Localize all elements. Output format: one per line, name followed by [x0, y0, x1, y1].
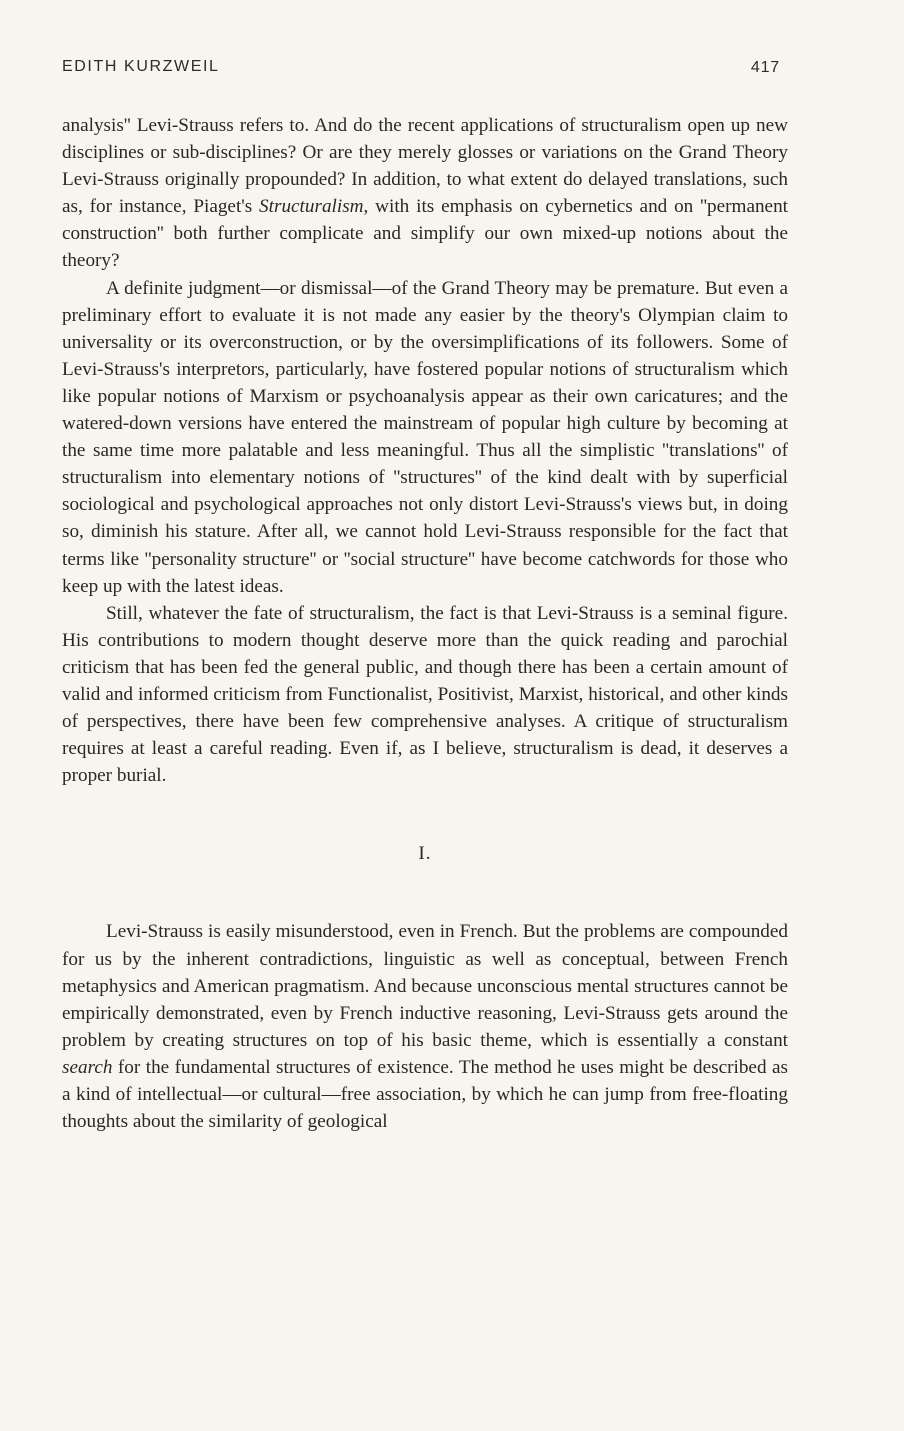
running-head-author: EDITH KURZWEIL — [62, 58, 220, 75]
paragraph: Still, whatever the fate of structuralism, the fact is that Levi-Strauss is a seminal figure. His contributions to modern thought deserve more than the quick reading and parochial criticism that has been fed the general public, and though there has been a certain amount of valid and informed criticism from Functionalist, Positivist, Marxist, historical, and other kinds of perspectives, there have been few comprehensive analyses. A critique of structuralism requires at least a careful reading. Even if, as I believe, structuralism is dead, it deserves a proper burial. — [62, 602, 788, 787]
paragraph-text: for the fundamental structures of existence. The method he uses might be described as a kind of intellectual—or cultural—free association, by which he can jump from free-floating thoughts about the similarity of geological — [62, 1056, 788, 1133]
paragraph-text: Levi-Strauss is easily misunderstood, even in French. But the problems are compounded for us by the inherent contradictions, linguistic as well as conceptual, between French metaphysics and American pragmatism. And because unconscious mental structures cannot be empirically demonstrated, even by French inductive reasoning, Levi-Strauss gets around the problem by creating structures on top of his basic theme, which is essentially a constant — [62, 921, 788, 1051]
body-text — [62, 112, 788, 1135]
running-head — [62, 58, 784, 82]
paragraph-text: analysis'' Levi-Strauss refers to. And do the recent applications of structuralism open up new disciplines or sub-disciplines? Or are they merely glosses or variations on the Grand Theory Levi-Strauss originally propounded? In addition, to what extent do delayed translations, such as, for instance, Piaget's — [62, 115, 788, 218]
paragraph-text: , with its emphasis on cybernetics and on ''permanent construction'' both further complicate and simplify our own mixed-up notions about the theory? — [62, 196, 788, 272]
paragraph: A definite judgment—or dismissal—of the Grand Theory may be premature. But even a preliminary effort to evaluate it is not made any easier by the theory's Olympian claim to universality or its overconstruction, or by the oversimplifications of its followers. Some of Levi-Strauss's interpretors, particularly, have fostered popular notions of structuralism which like popular notions of Marxism or psychoanalysis appear as their own caricatures; and the watered-down versions have entered the mainstream of popular high culture by becoming at the same time more palatable and less meaningful. Thus all the simplistic ''translations'' of structuralism into elementary notions of ''structures'' of the kind dealt with by superficial sociological and psychological approaches not only distort Levi-Strauss's views but, in doing so, diminish his stature. After all, we cannot hold Levi-Strauss responsible for the fact that terms like ''personality structure'' or ''social structure'' have become catchwords for those who keep up with the latest ideas. — [62, 277, 788, 597]
section-paragraph — [62, 918, 788, 1135]
book-title-italic: Structuralism — [259, 196, 364, 218]
page-number: 417 — [750, 59, 780, 76]
paragraph-continued — [62, 112, 788, 275]
italic-word: search — [62, 1056, 113, 1078]
section-heading: I. — [418, 843, 432, 865]
